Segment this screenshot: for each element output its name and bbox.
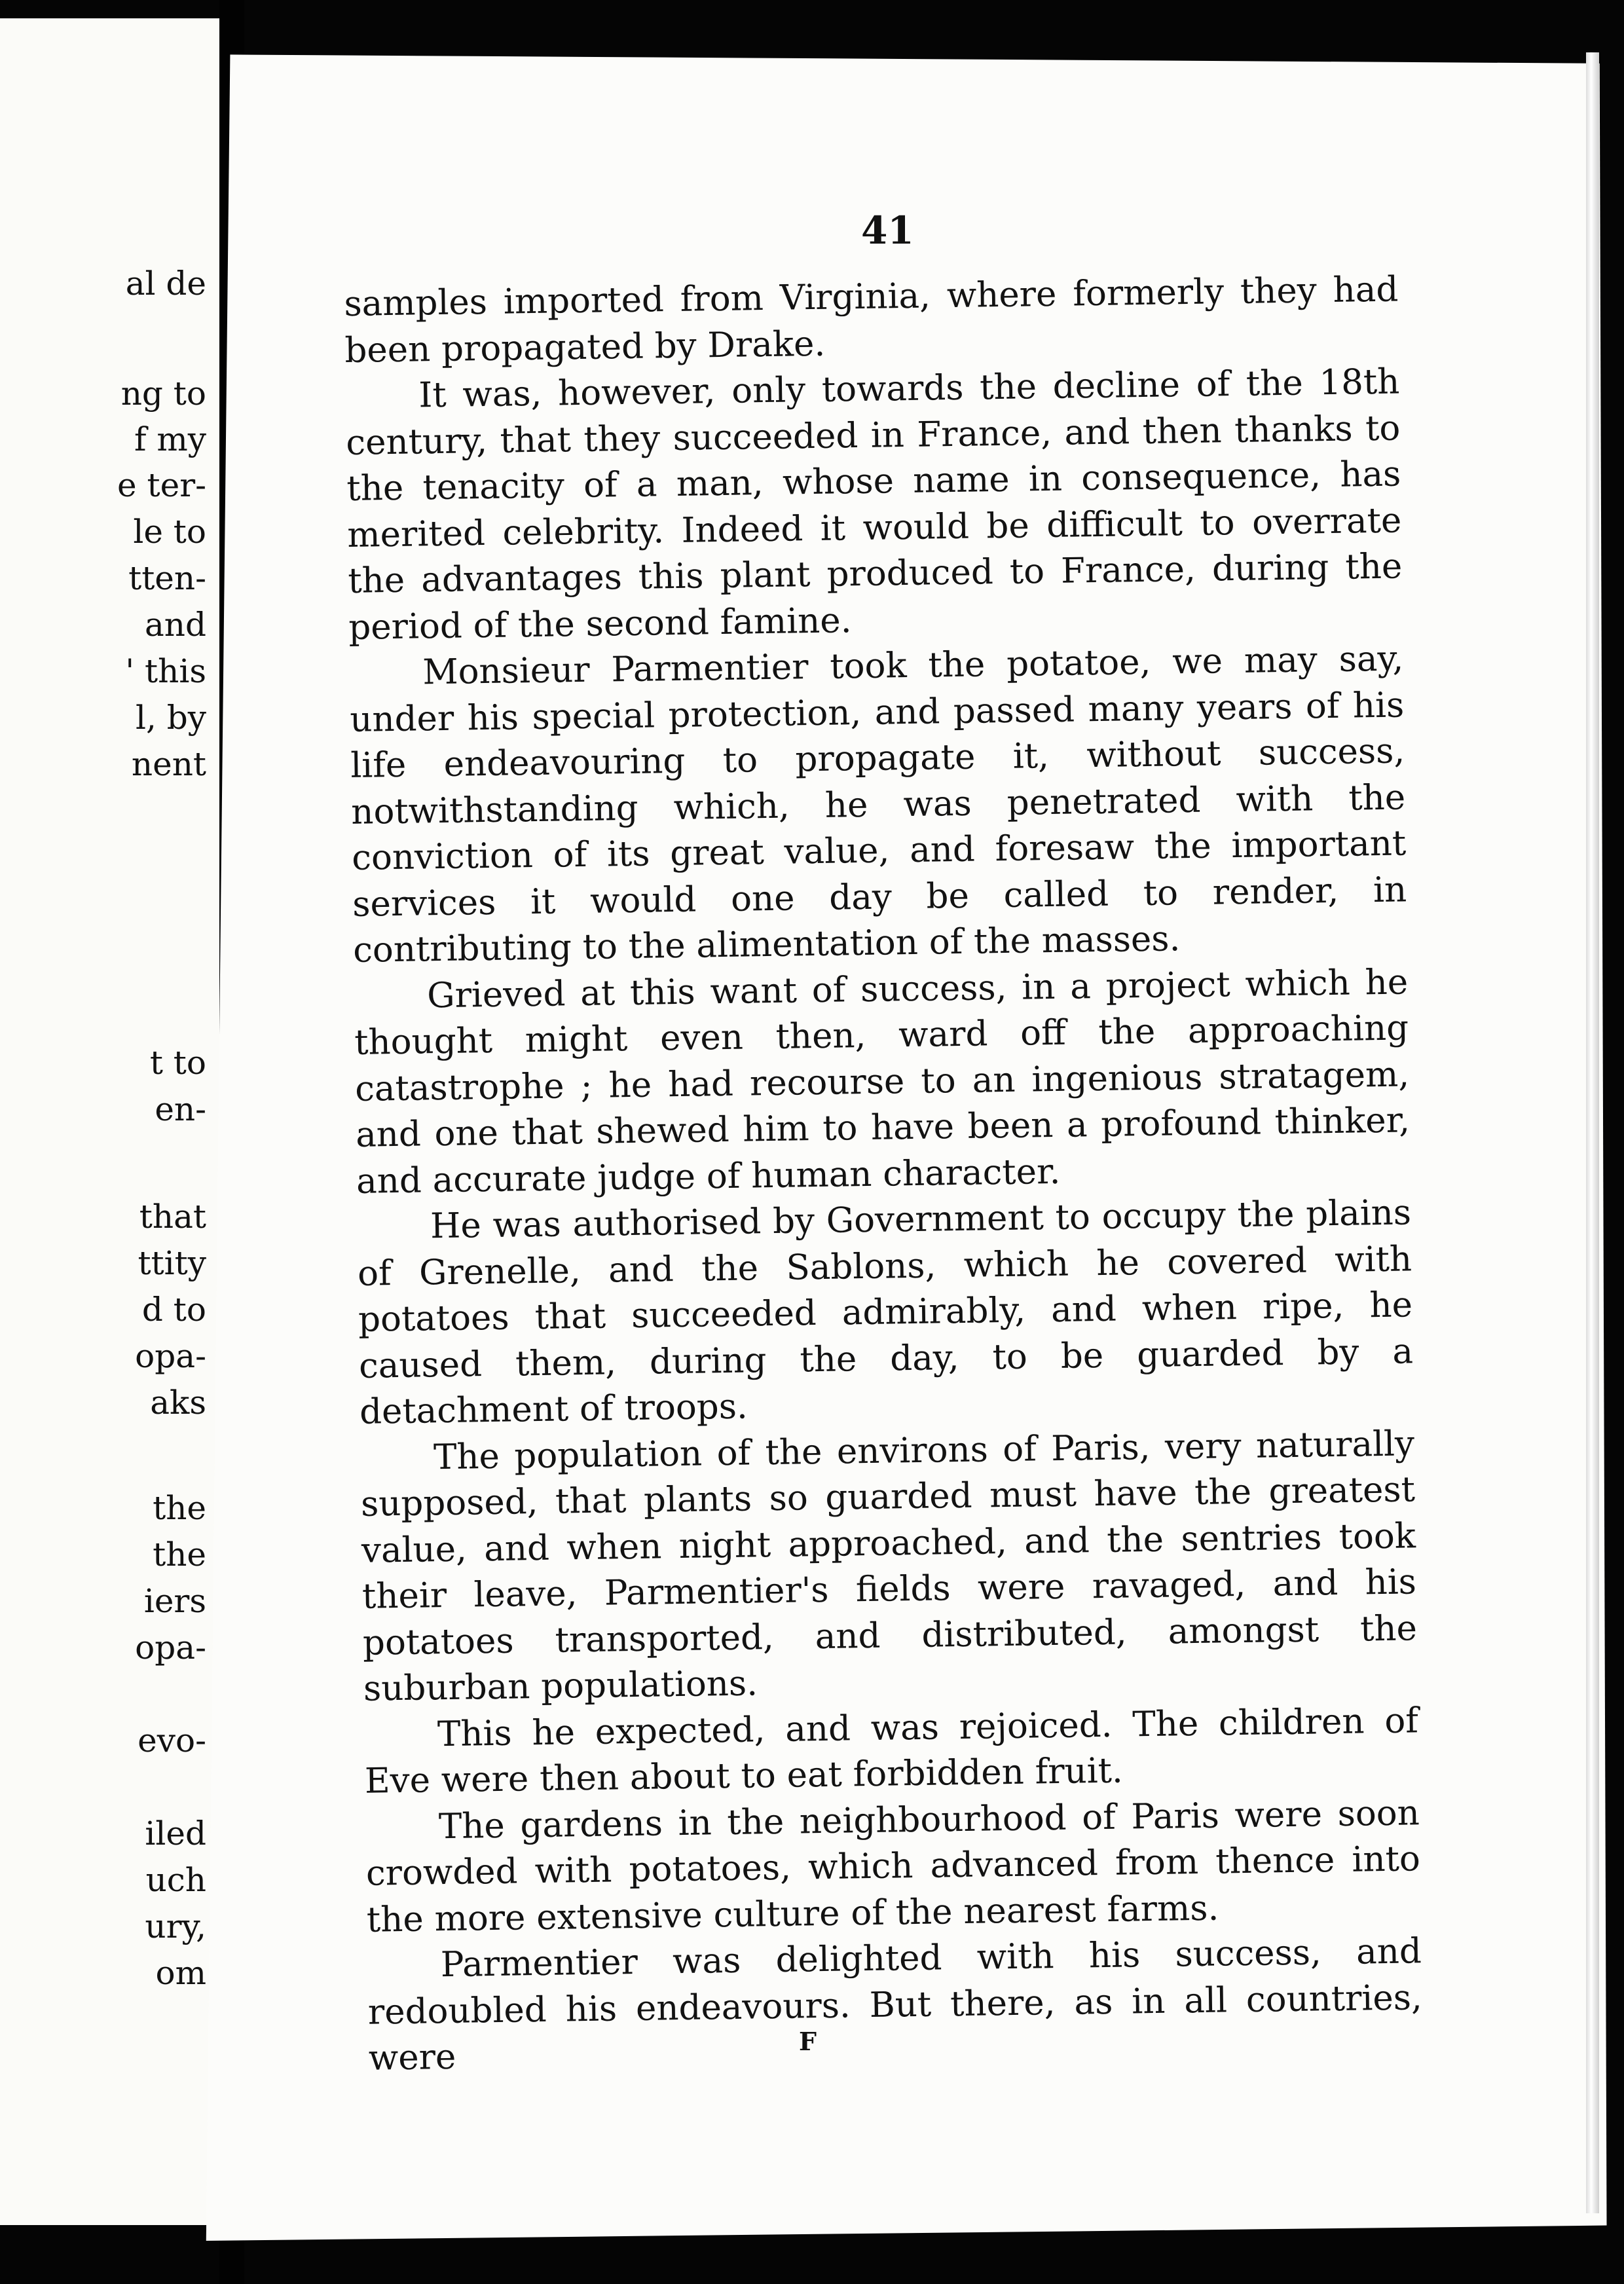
left-page-line: le to <box>133 513 206 551</box>
paragraph: It was, however, only towards the decline of the 18th century, that they succeeded in France, and then thanks to the tenacity of a man, whose name in consequence, has merited celebrity. Indeed it would be difficult to overrate the advantages this plant produced to France, during the period of the second famine. <box>346 361 1403 648</box>
left-page-line: opa- <box>135 1629 206 1667</box>
page-number: 41 <box>861 208 914 253</box>
left-page-line: ury, <box>145 1907 206 1945</box>
paragraph: The gardens in the neighbourhood of Paris were soon crowded with potatoes, which advanced from thence into the more extensive culture of the nearest farms. <box>365 1792 1421 1940</box>
left-page-line: f my <box>134 420 206 458</box>
left-page-line: iers <box>143 1582 206 1620</box>
paragraph: The population of the environs of Paris, very naturally supposed, that plants so guarded must have the greatest value, and when night approached, and the sentries took their leave, Parmentier's fields were ravaged, and his potatoes transported, and distributed, amongst the suburban populations. <box>360 1423 1418 1709</box>
paragraph: This he expected, and was rejoiced. The children of Eve were then about to eat forbidden fruit. <box>364 1700 1419 1801</box>
body-text <box>344 267 1423 2082</box>
left-page-line: nent <box>131 745 206 783</box>
paragraph: Grieved at this want of success, in a project which he thought might even then, ward off the approaching catastrophe ; he had recourse to an ingenious stratagem, and one that shewed him to have been a profound thinker, and accurate judge of human character. <box>354 961 1411 1202</box>
paragraph: Monsieur Parmentier took the potatoe, we may say, under his special protection, and passed many years of his life endeavouring to propagate it, without success, notwithstanding which, he was penetrated with the conviction of its great value, and foresaw the important services it would one day be called to render, in contributing to the alimentation of the masses. <box>349 638 1407 970</box>
left-page-line: the <box>153 1536 206 1574</box>
signature-mark: F <box>799 2027 817 2056</box>
left-page-line: and <box>144 606 206 644</box>
left-page-line: aks <box>150 1384 206 1422</box>
left-page-line: that <box>139 1198 206 1236</box>
left-page-line: al de <box>125 265 206 303</box>
paragraph: Parmentier was delighted with his success, and redoubled his endeavours. But there, as in all countries, were <box>367 1931 1423 2078</box>
paragraph: He was authorised by Government to occupy the plains of Grenelle, and the Sablons, which he covered with potatoes that succeeded admirably, and when ripe, he caused them, during the day, to be guarded by a detachment of troops. <box>357 1192 1414 1432</box>
left-page-line: ttity <box>138 1244 206 1282</box>
left-page-fragment <box>0 18 219 2225</box>
left-page-line: the <box>153 1489 206 1527</box>
left-page-line: opa- <box>135 1337 206 1375</box>
left-page-line: ' this <box>125 652 206 690</box>
left-page-line: e ter- <box>117 466 206 504</box>
left-page-line: l, by <box>135 699 206 737</box>
left-page-line: uch <box>145 1861 206 1899</box>
paragraph: samples imported from Virginia, where formerly they had been propagated by Drake. <box>344 269 1399 371</box>
left-page-line: evo- <box>138 1722 206 1759</box>
page-edge <box>1586 52 1599 2213</box>
left-page-line: ng to <box>120 375 206 413</box>
left-page-line: om <box>155 1954 206 1992</box>
left-page-line: d to <box>141 1291 206 1329</box>
left-page-line: en- <box>155 1090 206 1128</box>
left-page-line: iled <box>145 1814 206 1852</box>
left-page-line: t to <box>149 1044 206 1082</box>
left-page-line: tten- <box>128 559 206 597</box>
